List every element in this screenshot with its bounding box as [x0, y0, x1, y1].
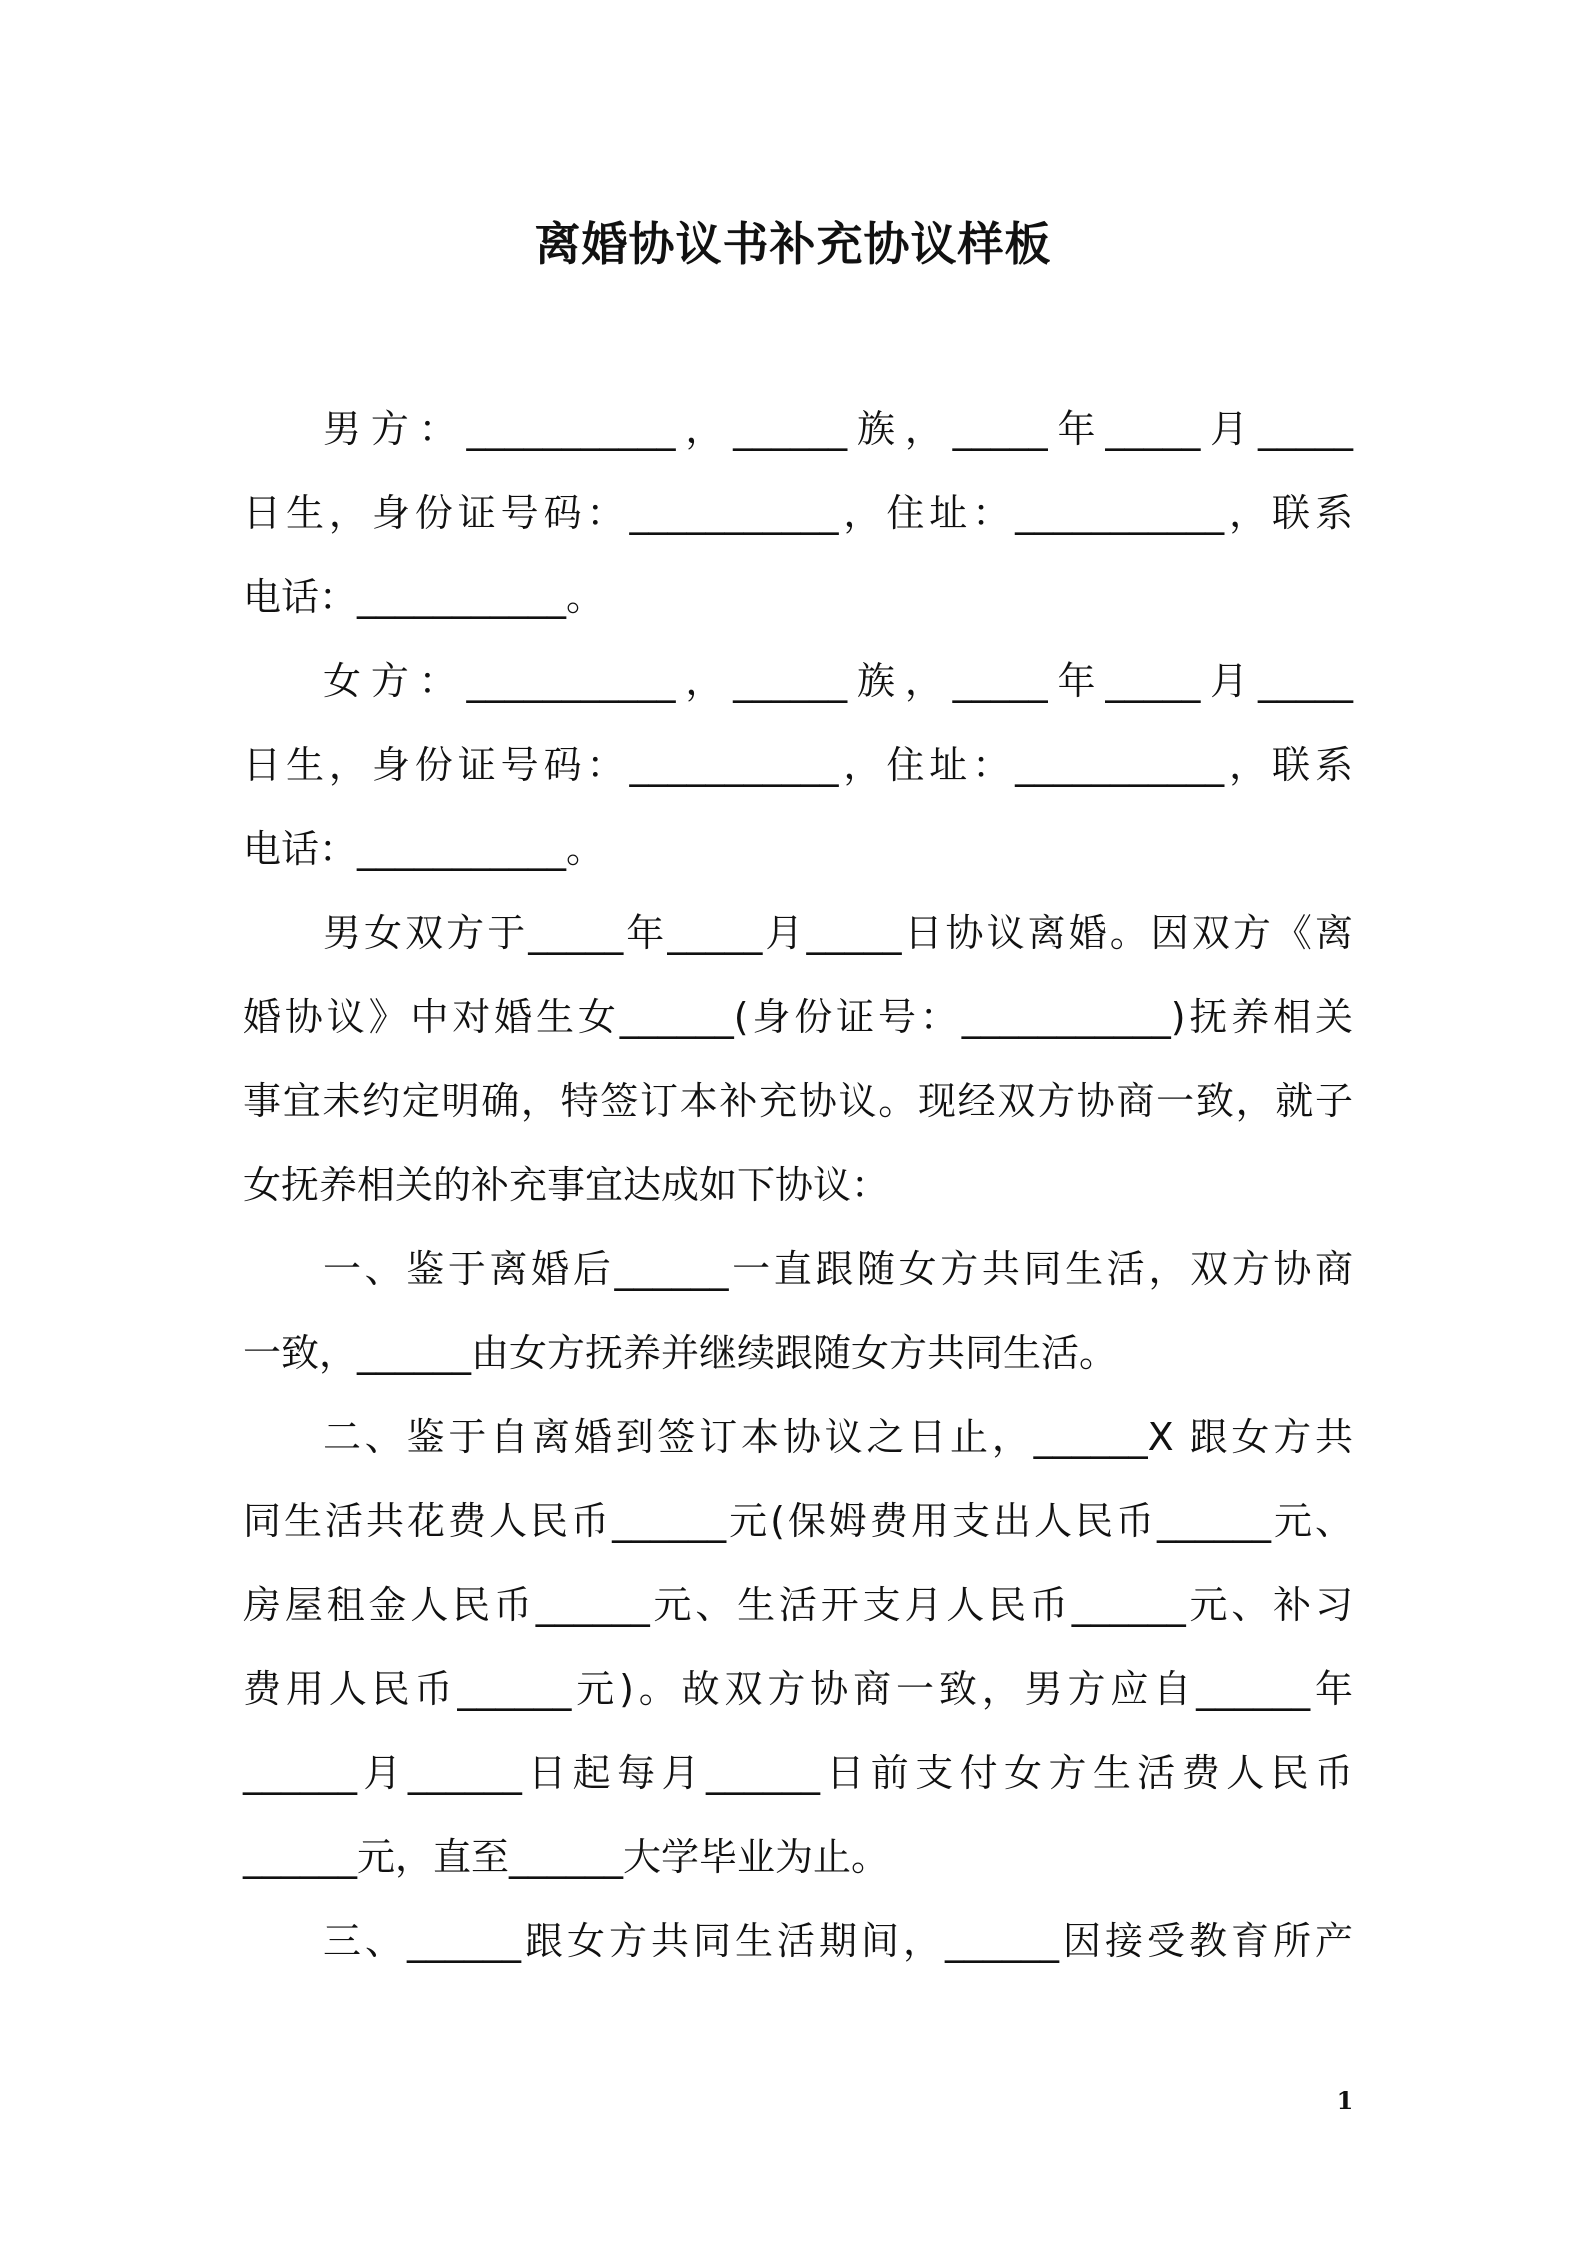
clause-2-line-3: 房屋租金人民币______元、生活开支月人民币______元、补习 — [243, 1583, 1353, 1627]
preamble-line-3: 事宜未约定明确，特签订本补充协议。现经双方协商一致，就子 — [243, 1079, 1353, 1123]
document-title: 离婚协议书补充协议样板 — [534, 217, 1052, 271]
female-party-line-3: 电话：___________。 — [243, 827, 605, 871]
male-party-line-2: 日生，身份证号码：___________，住址：___________，联系 — [243, 491, 1353, 535]
clause-2-line-6: ______元，直至______大学毕业为止。 — [243, 1835, 890, 1879]
clause-1-line-2: 一致，______由女方抚养并继续跟随女方共同生活。 — [243, 1331, 1118, 1375]
preamble-line-4: 女抚养相关的补充事宜达成如下协议： — [243, 1163, 890, 1207]
female-party-line-2: 日生，身份证号码：___________，住址：___________，联系 — [243, 743, 1353, 787]
clause-2-line-2: 同生活共花费人民币______元(保姆费用支出人民币______元、 — [243, 1499, 1353, 1543]
male-party-line-3: 电话：___________。 — [243, 575, 605, 619]
female-party-line-1: 女方：___________，______族，_____年_____月_____ — [323, 659, 1353, 703]
clause-2-line-5: ______月______日起每月______日前支付女方生活费人民币 — [243, 1751, 1353, 1795]
preamble-line-1: 男女双方于_____年_____月_____日协议离婚。因双方《离 — [323, 911, 1353, 955]
page-number: 1 — [1336, 2086, 1354, 2115]
clause-2-line-4: 费用人民币______元)。故双方协商一致，男方应自______年 — [243, 1667, 1353, 1711]
male-party-line-1: 男方：___________，______族，_____年_____月_____ — [323, 407, 1353, 451]
clause-1-line-1: 一、鉴于离婚后______一直跟随女方共同生活，双方协商 — [323, 1247, 1353, 1291]
clause-2-line-1: 二、鉴于自离婚到签订本协议之日止，______X 跟女方共 — [323, 1415, 1353, 1459]
preamble-line-2: 婚协议》中对婚生女______(身份证号：___________)抚养相关 — [243, 995, 1353, 1039]
clause-3-line-1: 三、______跟女方共同生活期间，______因接受教育所产 — [323, 1919, 1353, 1963]
